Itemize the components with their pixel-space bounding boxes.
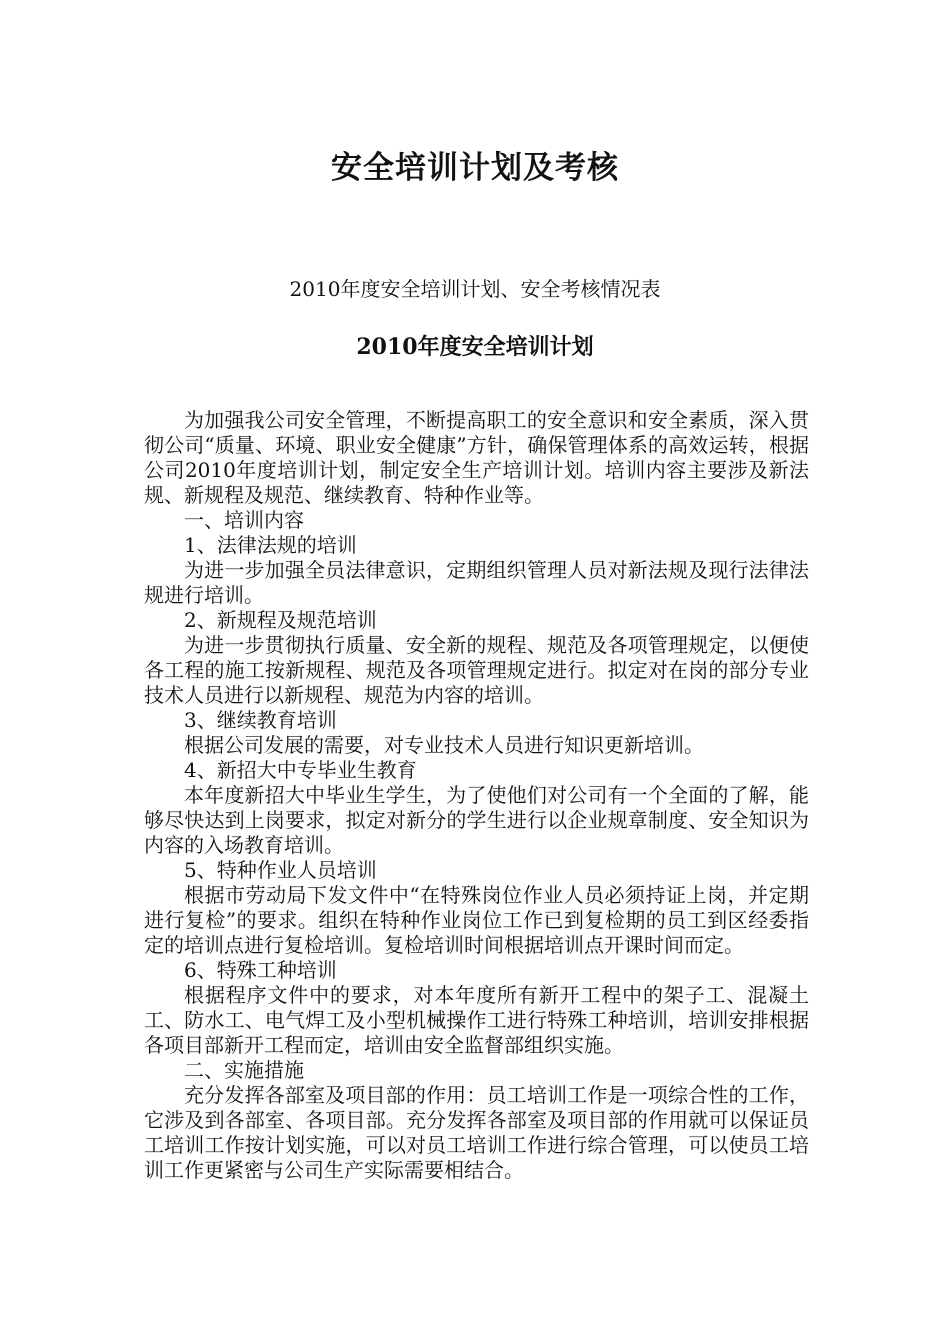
paragraph-continuing-education: 根据公司发展的需要，对专业技术人员进行知识更新培训。 bbox=[184, 733, 704, 757]
subheading-regulations: 2、新规程及规范培训 bbox=[184, 608, 377, 632]
subheading-new-graduates: 4、新招大中专毕业生教育 bbox=[184, 758, 417, 782]
paragraph-special-trades: 根据程序文件中的要求，对本年度所有新开工程中的架子工、混凝土工、防水工、电气焊工及小型机械操作工进行特殊工种培训，培训安排根据各项目部新开工程而定，培训由安全监督部组织实施。 bbox=[144, 983, 809, 1057]
heading-implementation: 二、实施措施 bbox=[184, 1058, 304, 1082]
paragraph-implementation: 充分发挥各部室及项目部的作用：员工培训工作是一项综合性的工作，它涉及到各部室、各项目部。充分发挥各部室及项目部的作用就可以保证员工培训工作按计划实施，可以对员工培训工作进行综合管理，可以使员工培训工作更紧密与公司生产实际需要相结合。 bbox=[144, 1083, 809, 1182]
paragraph-intro: 为加强我公司安全管理，不断提高职工的安全意识和安全素质，深入贯彻公司“质量、环境、职业安全健康”方针，确保管理体系的高效运转，根据公司2010年度培训计划，制定安全生产培训计划。培训内容主要涉及新法规、新规程及规范、继续教育、特种作业等。 bbox=[144, 408, 809, 507]
subheading-continuing-education: 3、继续教育培训 bbox=[184, 708, 337, 732]
subheading-special-trades: 6、特殊工种培训 bbox=[184, 958, 337, 982]
subheading-laws: 1、法律法规的培训 bbox=[184, 533, 357, 557]
paragraph-special-operations: 根据市劳动局下发文件中“在特殊岗位作业人员必须持证上岗，并定期进行复检”的要求。组织在特种作业岗位工作已到复检期的员工到区经委指定的培训点进行复检培训。复检培训时间根据培训点开课时间而定。 bbox=[144, 883, 809, 957]
document-body bbox=[144, 408, 809, 1183]
paragraph-new-graduates: 本年度新招大中毕业生学生，为了使他们对公司有一个全面的了解，能够尽快达到上岗要求，拟定对新分的学生进行以企业规章制度、安全知识为内容的入场教育培训。 bbox=[144, 783, 809, 857]
document-title: 安全培训计划及考核 bbox=[331, 150, 619, 186]
heading-training-content: 一、培训内容 bbox=[184, 508, 304, 532]
document-subtitle: 2010年度安全培训计划、安全考核情况表 bbox=[289, 277, 661, 301]
section-title: 2010年度安全培训计划 bbox=[356, 334, 594, 360]
subheading-special-operations: 5、特种作业人员培训 bbox=[184, 858, 377, 882]
paragraph-regulations: 为进一步贯彻执行质量、安全新的规程、规范及各项管理规定，以便使各工程的施工按新规程、规范及各项管理规定进行。拟定对在岗的部分专业技术人员进行以新规程、规范为内容的培训。 bbox=[144, 633, 809, 707]
paragraph-laws: 为进一步加强全员法律意识，定期组织管理人员对新法规及现行法律法规进行培训。 bbox=[144, 558, 809, 607]
